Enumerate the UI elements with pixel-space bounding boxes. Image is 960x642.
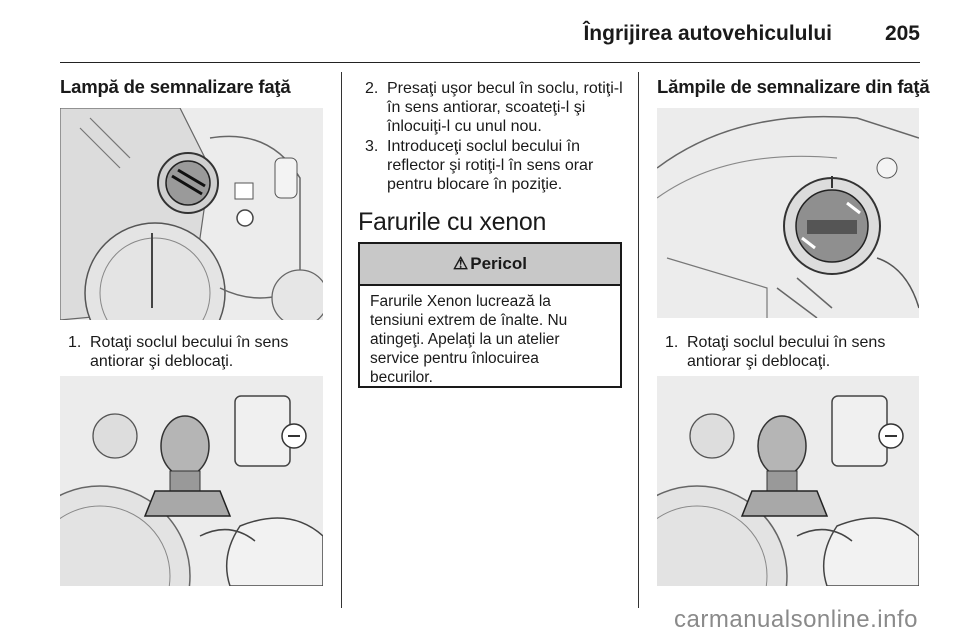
step-1-col3 [665,333,930,373]
danger-text [360,286,620,387]
step-text-line: Rotaţi soclul becului în sens [687,334,886,351]
section-heading-front-signals: Lămpile de semnalizare din faţă [657,76,930,97]
danger-text-line: becurilor. [370,369,433,386]
step-number: 1. [665,334,679,351]
column-divider-1 [341,72,342,608]
danger-text-line: service pentru înlocuirea [370,350,539,367]
figure-bulb-removal [60,376,323,586]
step-number: 3. [365,138,379,155]
watermark-text: carmanualsonline.info [674,606,918,633]
page-number: 205 [884,22,920,45]
header-rule [60,62,920,63]
step-text-line: Rotaţi soclul becului în sens [90,334,289,351]
section-heading-turn-signal: Lampă de semnalizare faţă [60,76,291,97]
danger-text-line: Farurile Xenon lucrează la [370,293,551,310]
front-signal-illustration [657,108,919,318]
step-text-line: Introduceţi soclul becului în [387,138,580,155]
step-text [90,333,288,371]
step-text [387,79,623,136]
step-text-line: înlocuiţi-l cu unul nou. [387,118,542,135]
step-text-line: în sens antiorar, scoateţi-l şi [387,99,586,116]
step-text-line: antiorar şi deblocaţi. [687,353,831,370]
danger-label: Pericol [470,254,527,273]
step-text-line: reflector şi rotiţi-l în sens orar [387,157,594,174]
step-1-col1 [68,333,333,373]
bulb-removal-illustration [60,376,323,586]
headlamp-rear-illustration [60,108,323,320]
danger-notice-box [358,242,622,388]
step-text [387,137,593,194]
step-text-line: Presaţi uşor becul în soclu, rotiţi-l [387,80,623,97]
warning-triangle-icon: ⚠ [453,254,469,273]
figure-front-signal-socket [657,108,919,318]
danger-text-line: tensiuni extrem de înalte. Nu [370,312,568,329]
front-bulb-removal-illustration [657,376,919,586]
column-divider-2 [638,72,639,608]
step-number: 2. [365,80,379,97]
step-2-col2 [365,79,633,139]
step-text-line: pentru blocare în poziţie. [387,176,563,193]
figure-front-bulb-removal [657,376,919,586]
step-text-line: antiorar şi deblocaţi. [90,353,234,370]
section-heading-xenon: Farurile cu xenon [358,208,547,236]
page-header [0,12,920,52]
chapter-title: Îngrijirea autovehiculului [583,22,832,45]
step-3-col2 [365,137,633,197]
danger-header [360,244,620,286]
danger-text-line: atingeţi. Apelaţi la un atelier [370,331,560,348]
step-text [687,333,885,371]
step-number: 1. [68,334,82,351]
figure-bulb-socket-lock [60,108,323,320]
